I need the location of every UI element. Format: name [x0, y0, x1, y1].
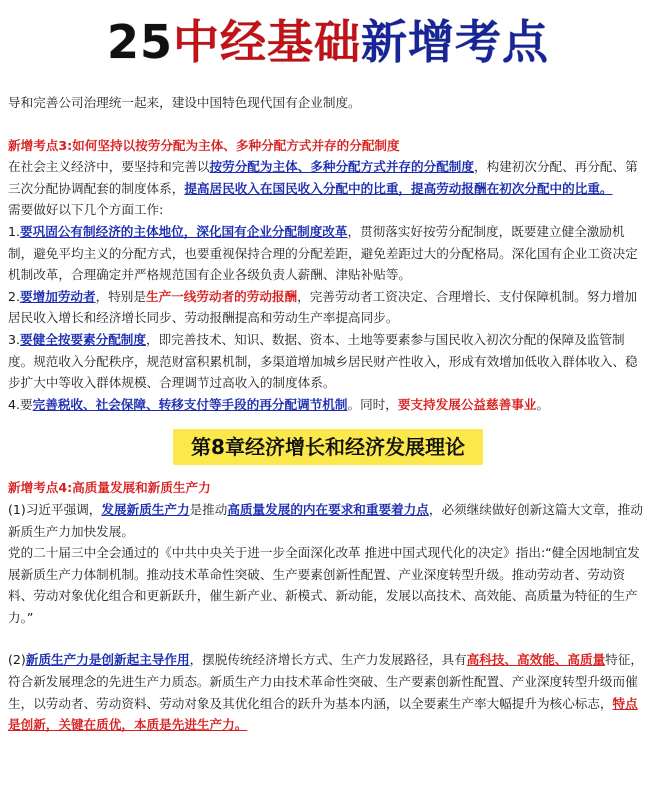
section-3-item-2: 2.要增加劳动者，特别是生产一线劳动者的劳动报酬，完善劳动者工资决定、合理增长、支付保障机制。努力增加居民收入增长和经济增长同步、劳动报酬提高和劳动生产率提高同步。 [8, 288, 638, 326]
section-4-paragraph-2: (2)新质生产力是创新起主导作用，摆脱传统经济增长方式、生产力发展路径，具有高科技、高效能、高质量特征，符合新发展理念的先进生产力质态。新质生产力由技术革命性突破、生产要素创新性配置、产业深度转型升级而催生，以劳动者、劳动资料、劳动对象及其优化组合的跃升为基本内涵，以全要素生产率大幅提升为核心标志，特点是创新，关键在质优，本质是先进生产力。 [8, 652, 643, 733]
page-title [106, 15, 549, 69]
section-3-intro: 在社会主义经济中，要坚持和完善以按劳分配为主体、多种分配方式并存的分配制度，构建初次分配、再分配、第三次分配协调配套的制度体系，提高居民收入在国民收入分配中的比重，提高劳动报酬在初次分配中的比重。 [8, 159, 638, 196]
title-red-part: 中经基础 [173, 15, 361, 69]
title-blue-part: 新增考点 [361, 15, 549, 69]
title-number: 25 [106, 15, 173, 69]
chapter-title: 第8章经济增长和经济发展理论 [173, 429, 483, 465]
continued-paragraph: 导和完善公司治理统一起来，建设中国特色现代国有企业制度。 [8, 95, 361, 110]
chapter-banner [8, 429, 648, 465]
section-4-paragraph-1: (1)习近平强调，发展新质生产力是推动高质量发展的内在要求和重要着力点，必须继续做好创新这篇大文章，推动新质生产力加快发展。 [8, 501, 643, 539]
section-4-heading: 新增考点4:高质量发展和新质生产力 [8, 480, 211, 496]
section-3-item-4: 4.要完善税收、社会保障、转移支付等手段的再分配调节机制。同时，要支持发展公益慈善事业。 [8, 396, 549, 412]
section-3-item-1: 1.要巩固公有制经济的主体地位，深化国有企业分配制度改革，贯彻落实好按劳分配制度，既要建立健全激励机制，避免平均主义的分配方式，也要重视保持合理的分配差距，避免差距过大的分配格局。深化国有企业工资决定机制改革，合理确定并严格规范国有企业各级负责人薪酬、津贴补贴等。 [8, 223, 638, 283]
section-3-heading: 新增考点3:如何坚持以按劳分配为主体、多种分配方式并存的分配制度 [8, 137, 400, 153]
section-4-quote: 党的二十届三中全会通过的《中共中央关于进一步全面深化改革 推进中国式现代化的决定》指出:“健全因地制宜发展新质生产力体制机制。推动技术革命性突破、生产要素创新性配置、产业深度转型升级。推动劳动者、劳动资料、劳动对象优化组合和更新跃升，催生新产业、新模式、新动能，发展以高技术、高效能、高质量为特征的生产力。” [8, 545, 640, 625]
page-header [0, 0, 656, 84]
document-body [8, 92, 648, 736]
section-3-need: 需要做好以下几个方面工作: [8, 202, 164, 218]
section-3-item-3: 3.要健全按要素分配制度，即完善技术、知识、数据、资本、土地等要素参与国民收入初次分配的保障及监管制度。规范收入分配秩序，规范财富积累机制，多渠道增加城乡居民财产性收入，形成有效增加低收入群体收入、稳步扩大中等收入群体规模、合理调节过高收入的制度体系。 [8, 331, 638, 391]
